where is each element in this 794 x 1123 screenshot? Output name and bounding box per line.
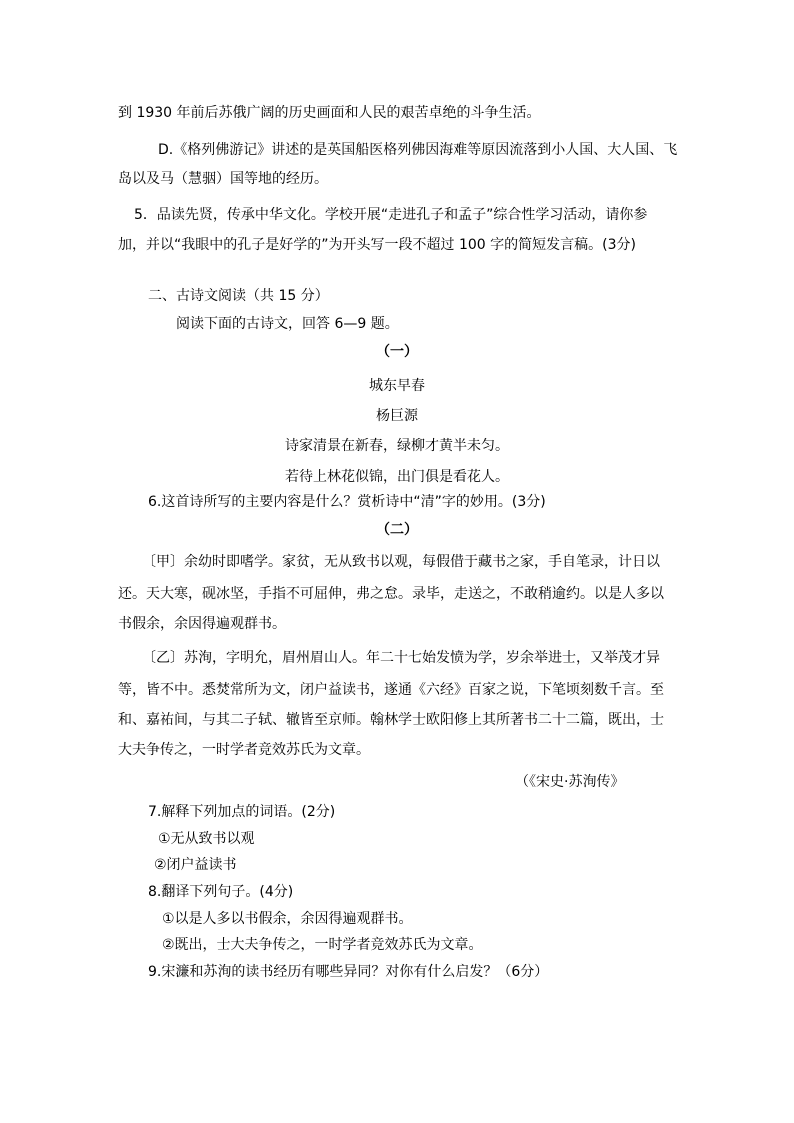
option-d-line1: D.《格列佛游记》讲述的是英国船医格列佛因海难等原因流落到小人国、大人国、飞 (158, 142, 678, 158)
poem-line-1: 诗家清景在新春，绿柳才黄半未匀。 (285, 438, 509, 454)
passage-yi-line3: 和、嘉祐间，与其二子轼、辙皆至京师。翰林学士欧阳修上其所著书二十二篇，既出，士 (118, 712, 664, 728)
question-8-item-2: ②既出，士大夫争传之，一时学者竞效苏氏为文章。 (162, 937, 483, 953)
passage-source: （《宋史·苏洵传》 (515, 774, 625, 790)
passage-yi-line2: 等，皆不中。悉焚常所为文，闭户益读书，遂通《六经》百家之说，下笔顷刻数千言。至 (118, 682, 664, 698)
option-d-line2: 岛以及马（慧骃）国等地的经历。 (118, 171, 328, 187)
poem-author: 杨巨源 (376, 408, 418, 424)
poem-line-2: 若待上林花似锦，出门俱是看花人。 (285, 469, 509, 485)
passage-yi-line4: 大夫争传之，一时学者竞效苏氏为文章。 (118, 742, 370, 758)
passage-jia-line2: 还。天大寒，砚冰坚，手指不可屈伸，弗之怠。录毕，走送之，不敢稍逾约。以是人多以 (118, 586, 664, 602)
question-9: 9.宋濂和苏洵的读书经历有哪些异同？对你有什么启发？（6分） (148, 964, 549, 980)
question-5-line2: 加，并以“我眼中的孔子是好学的”为开头写一段不超过 100 字的简短发言稿。(3分) (118, 237, 636, 253)
part-two-label: （二） (376, 522, 418, 538)
question-7-item-1: ①无从致书以观 (158, 831, 255, 847)
question-8-item-1: ①以是人多以书假余，余因得遍观群书。 (162, 911, 413, 927)
question-7: 7.解释下列加点的词语。(2分) (148, 804, 336, 820)
question-8: 8.翻译下列句子。(4分) (148, 884, 294, 900)
reading-instruction: 阅读下面的古诗文，回答 6—9 题。 (176, 316, 399, 332)
part-one-label: （一） (376, 344, 418, 360)
passage-jia-line1: 〔甲〕余幼时即嗜学。家贫，无从致书以观，每假借于藏书之家，手自笔录，计日以 (142, 554, 660, 570)
question-7-item-2: ②闭户益读书 (154, 857, 237, 873)
poem-title: 城东早春 (369, 378, 425, 394)
section-heading-classical: 二、古诗文阅读（共 15 分） (148, 288, 329, 304)
passage-jia-line3: 书假余，余因得遍观群书。 (118, 616, 286, 632)
passage-yi-line1: 〔乙〕苏洵，字明允，眉州眉山人。年二十七始发愤为学，岁余举进士，又举茂才异 (142, 650, 660, 666)
text-line-top: 到 1930 年前后苏俄广阔的历史画面和人民的艰苦卓绝的斗争生活。 (118, 105, 541, 121)
question-6: 6.这首诗所写的主要内容是什么？赏析诗中“清”字的妙用。(3分) (148, 494, 546, 510)
question-5-line1: 5．品读先贤，传承中华文化。学校开展“走进孔子和孟子”综合性学习活动，请你参 (134, 207, 648, 223)
